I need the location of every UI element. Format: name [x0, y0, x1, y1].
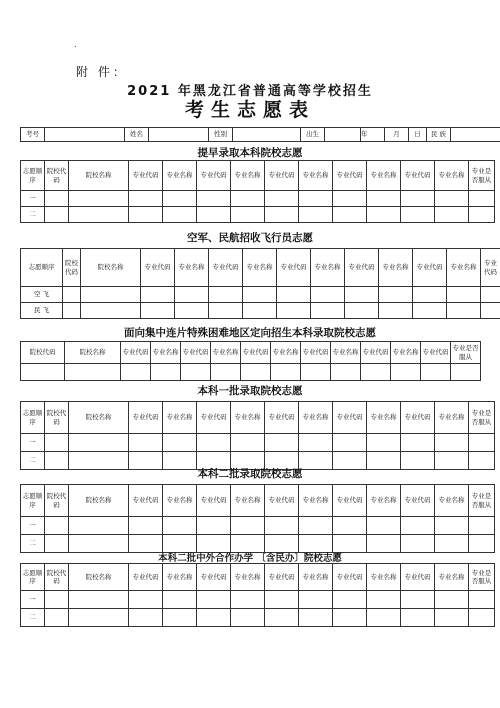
- day-label: 日: [409, 128, 427, 142]
- header-school-name: 院校名称: [69, 564, 129, 591]
- input-cell[interactable]: [265, 434, 299, 452]
- header-school-name: 院校名称: [69, 161, 129, 191]
- input-cell[interactable]: [129, 191, 163, 207]
- header-major-name: 专业名称: [231, 161, 265, 191]
- input-cell[interactable]: [333, 191, 367, 207]
- input-cell[interactable]: [63, 287, 81, 303]
- header-major-name: 专业名称: [163, 161, 197, 191]
- tier-one-table: [20, 401, 495, 470]
- pilot-table: [20, 248, 500, 319]
- input-cell[interactable]: [401, 434, 435, 452]
- header-major-code: 专业代码: [401, 161, 435, 191]
- header-school-code: 院校代码: [45, 161, 69, 191]
- header-major-name: 专业名称: [367, 161, 401, 191]
- input-cell[interactable]: [481, 303, 500, 319]
- exam-no-label: 考号: [21, 128, 45, 142]
- section-tier-one-title: 本科一批录取院校志愿: [197, 385, 303, 397]
- header-major-code: 专业代码: [301, 342, 331, 364]
- header-obey: 专业是否服从: [469, 402, 495, 434]
- input-cell[interactable]: [401, 207, 435, 223]
- input-cell[interactable]: [231, 517, 265, 535]
- header-major-code: 专业代码: [129, 485, 163, 517]
- form-title-line1: 2021 年黑龙江省普通高等学校招生: [127, 84, 373, 99]
- input-cell[interactable]: [367, 517, 401, 535]
- input-cell[interactable]: [367, 207, 401, 223]
- header-major-name: 专业名称: [435, 402, 469, 434]
- row-label-two: 二: [21, 207, 45, 223]
- header-major-name: 专业名称: [231, 564, 265, 591]
- exam-no-field[interactable]: [45, 128, 125, 142]
- input-cell[interactable]: [265, 207, 299, 223]
- input-cell[interactable]: [209, 287, 243, 303]
- input-cell[interactable]: [367, 434, 401, 452]
- input-cell[interactable]: [141, 287, 175, 303]
- input-cell[interactable]: [231, 434, 265, 452]
- header-school-name: 院校名称: [69, 402, 129, 434]
- input-cell[interactable]: [231, 191, 265, 207]
- header-major-name: 专业名称: [435, 485, 469, 517]
- header-major-code: 专业代码: [197, 402, 231, 434]
- header-major-code: 专业代码: [401, 485, 435, 517]
- input-cell[interactable]: [197, 191, 231, 207]
- row-label-one: 一: [21, 517, 45, 535]
- input-cell[interactable]: [401, 191, 435, 207]
- header-major-name: 专业名称: [151, 342, 181, 364]
- input-cell[interactable]: [401, 517, 435, 535]
- input-cell[interactable]: [469, 434, 495, 452]
- header-major-code: 专业代码: [401, 564, 435, 591]
- input-cell[interactable]: [469, 191, 495, 207]
- input-cell[interactable]: [65, 364, 121, 381]
- input-cell[interactable]: [391, 364, 421, 381]
- input-cell[interactable]: [129, 517, 163, 535]
- input-cell[interactable]: [469, 591, 495, 609]
- input-cell[interactable]: [231, 609, 265, 627]
- header-major-name: 专业名称: [163, 402, 197, 434]
- input-cell[interactable]: [231, 207, 265, 223]
- section-early-admission-title: 提早录取本科院校志愿: [197, 147, 303, 159]
- input-cell[interactable]: [69, 434, 129, 452]
- attachment-label: 附 件：: [76, 65, 128, 79]
- input-cell[interactable]: [299, 207, 333, 223]
- input-cell[interactable]: [333, 609, 367, 627]
- input-cell[interactable]: [367, 191, 401, 207]
- input-cell[interactable]: [469, 609, 495, 627]
- input-cell[interactable]: [435, 434, 469, 452]
- special-region-table: [20, 341, 481, 381]
- input-cell[interactable]: [63, 303, 81, 319]
- input-cell[interactable]: [481, 287, 500, 303]
- input-cell[interactable]: [379, 287, 413, 303]
- header-order: 志愿顺序: [21, 249, 63, 287]
- input-cell[interactable]: [151, 364, 181, 381]
- input-cell[interactable]: [299, 609, 333, 627]
- input-cell[interactable]: [447, 287, 481, 303]
- input-cell[interactable]: [197, 609, 231, 627]
- input-cell[interactable]: [141, 303, 175, 319]
- header-major-name: 专业名称: [311, 249, 345, 287]
- header-major-code: 专业代码: [265, 161, 299, 191]
- header-major-code: 专业代码: [345, 249, 379, 287]
- header-major-name: 专业名称: [231, 485, 265, 517]
- input-cell[interactable]: [45, 591, 69, 609]
- input-cell[interactable]: [81, 303, 141, 319]
- input-cell[interactable]: [69, 517, 129, 535]
- name-field[interactable]: [149, 128, 209, 142]
- personal-info-table: [20, 127, 500, 142]
- row-label-one: 一: [21, 191, 45, 207]
- header-school-name: 院校名称: [81, 249, 141, 287]
- input-cell[interactable]: [413, 287, 447, 303]
- section-pilot-title: 空军、民航招收飞行员志愿: [187, 232, 313, 244]
- header-major-code: 专业代码: [401, 402, 435, 434]
- input-cell[interactable]: [401, 591, 435, 609]
- gender-field[interactable]: [233, 128, 301, 142]
- input-cell[interactable]: [69, 591, 129, 609]
- header-school-code: 院校代码: [21, 342, 65, 364]
- page-mark: .: [74, 40, 77, 49]
- header-major-code: 专业代码: [277, 249, 311, 287]
- header-major-code: 专业代码: [333, 161, 367, 191]
- birth-label: 出生: [301, 128, 325, 142]
- input-cell[interactable]: [271, 364, 301, 381]
- header-major-code: 专业代码: [421, 342, 451, 364]
- header-order: 志愿顺序: [21, 564, 45, 591]
- input-cell[interactable]: [299, 434, 333, 452]
- joint-venture-table: [20, 563, 495, 627]
- early-admission-table: [20, 160, 495, 223]
- header-major-code: 专业代码: [129, 564, 163, 591]
- header-major-name: 专业名称: [271, 342, 301, 364]
- row-label-two: 二: [21, 452, 45, 470]
- header-major-code: 专业代码: [141, 249, 175, 287]
- input-cell[interactable]: [469, 517, 495, 535]
- input-cell[interactable]: [265, 191, 299, 207]
- header-major-name: 专业名称: [231, 402, 265, 434]
- row-label-air-force: 空 飞: [21, 287, 63, 303]
- header-major-name: 专业名称: [299, 485, 333, 517]
- input-cell[interactable]: [345, 287, 379, 303]
- header-obey: 专业是否服从: [469, 564, 495, 591]
- header-order: 志愿顺序: [21, 485, 45, 517]
- input-cell[interactable]: [197, 207, 231, 223]
- input-cell[interactable]: [45, 191, 69, 207]
- input-cell[interactable]: [277, 287, 311, 303]
- header-obey: 专业是否服从: [469, 161, 495, 191]
- input-cell[interactable]: [331, 364, 361, 381]
- header-major-name: 专业名称: [435, 161, 469, 191]
- header-major-code: 专业代码: [129, 402, 163, 434]
- header-school-name: 院校名称: [65, 342, 121, 364]
- input-cell[interactable]: [333, 517, 367, 535]
- header-school-code: 院校代码: [45, 485, 69, 517]
- input-cell[interactable]: [45, 609, 69, 627]
- input-cell[interactable]: [435, 591, 469, 609]
- input-cell[interactable]: [367, 609, 401, 627]
- row-label-civil: 民 飞: [21, 303, 63, 319]
- input-cell[interactable]: [345, 303, 379, 319]
- input-cell[interactable]: [243, 287, 277, 303]
- input-cell[interactable]: [435, 207, 469, 223]
- input-cell[interactable]: [45, 517, 69, 535]
- header-major-code: 专业代码: [265, 564, 299, 591]
- gender-label: 性别: [209, 128, 233, 142]
- input-cell[interactable]: [435, 517, 469, 535]
- input-cell[interactable]: [447, 303, 481, 319]
- input-cell[interactable]: [163, 609, 197, 627]
- header-school-name: 院校名称: [69, 485, 129, 517]
- input-cell[interactable]: [129, 609, 163, 627]
- input-cell[interactable]: [121, 364, 151, 381]
- header-major-name: 专业名称: [163, 485, 197, 517]
- header-major-name: 专业名称: [367, 402, 401, 434]
- header-major-code: 专业代码: [209, 249, 243, 287]
- input-cell[interactable]: [69, 207, 129, 223]
- input-cell[interactable]: [163, 434, 197, 452]
- header-major-code: 专业代码: [197, 485, 231, 517]
- ethnicity-field[interactable]: [451, 128, 500, 142]
- input-cell[interactable]: [367, 591, 401, 609]
- header-major-name: 专业名称: [163, 564, 197, 591]
- name-label: 姓名: [125, 128, 149, 142]
- input-cell[interactable]: [299, 517, 333, 535]
- input-cell[interactable]: [163, 591, 197, 609]
- input-cell[interactable]: [265, 609, 299, 627]
- year-label: 年: [361, 128, 385, 142]
- input-cell[interactable]: [435, 191, 469, 207]
- input-cell[interactable]: [361, 364, 391, 381]
- form-title-line2: 考生志愿表: [184, 99, 315, 121]
- header-major-code: 专业代码: [121, 342, 151, 364]
- input-cell[interactable]: [45, 207, 69, 223]
- header-major-name: 专业名称: [299, 161, 333, 191]
- header-obey: 专业是否服从: [469, 485, 495, 517]
- input-cell[interactable]: [231, 591, 265, 609]
- input-cell[interactable]: [265, 517, 299, 535]
- header-major-code: 专业代码: [197, 564, 231, 591]
- input-cell[interactable]: [299, 191, 333, 207]
- header-major-code: 专业代码: [197, 161, 231, 191]
- header-major-name: 专业名称: [367, 485, 401, 517]
- section-joint-venture-title: 本科二批中外合作办学 〔含民办〕院校志愿: [158, 553, 342, 564]
- header-major-name: 专业名称: [211, 342, 241, 364]
- header-major-code: 专业代码: [241, 342, 271, 364]
- header-obey: 专业是否服从: [451, 342, 481, 364]
- input-cell[interactable]: [451, 364, 481, 381]
- input-cell[interactable]: [197, 434, 231, 452]
- input-cell[interactable]: [69, 609, 129, 627]
- section-tier-two-title: 本科二批录取院校志愿: [197, 468, 303, 480]
- input-cell[interactable]: [45, 434, 69, 452]
- input-cell[interactable]: [301, 364, 331, 381]
- header-major-code: 专业代码: [265, 402, 299, 434]
- input-cell[interactable]: [333, 434, 367, 452]
- header-major-name: 专业名称: [391, 342, 421, 364]
- input-cell[interactable]: [211, 364, 241, 381]
- section-special-region-title: 面向集中连片特殊困难地区定向招生本科录取院校志愿: [124, 327, 376, 339]
- input-cell[interactable]: [299, 591, 333, 609]
- header-major-code: 专业代码: [129, 161, 163, 191]
- input-cell[interactable]: [435, 609, 469, 627]
- input-cell[interactable]: [163, 517, 197, 535]
- input-cell[interactable]: [421, 364, 451, 381]
- header-major-name: 专业名称: [331, 342, 361, 364]
- month-label: 月: [385, 128, 409, 142]
- input-cell[interactable]: [401, 609, 435, 627]
- header-major-code: 专业代码: [333, 564, 367, 591]
- ethnicity-label: 民 族: [427, 128, 451, 142]
- header-major-name: 专业名称: [243, 249, 277, 287]
- row-label-one: 一: [21, 434, 45, 452]
- input-cell[interactable]: [209, 303, 243, 319]
- header-major-code: 专业代码: [333, 485, 367, 517]
- header-major-name: 专业名称: [299, 402, 333, 434]
- header-major-code: 专业代码: [333, 402, 367, 434]
- header-major-name: 专业名称: [379, 249, 413, 287]
- input-cell[interactable]: [175, 287, 209, 303]
- header-major-code: 专业代码: [481, 249, 500, 287]
- row-label-two: 二: [21, 535, 45, 553]
- input-cell[interactable]: [277, 303, 311, 319]
- header-school-code: 院校代码: [45, 564, 69, 591]
- header-school-code: 院校代码: [63, 249, 81, 287]
- input-cell[interactable]: [241, 364, 271, 381]
- input-cell[interactable]: [129, 207, 163, 223]
- input-cell[interactable]: [163, 191, 197, 207]
- input-cell[interactable]: [265, 591, 299, 609]
- header-major-code: 专业代码: [265, 485, 299, 517]
- tier-two-table: [20, 484, 495, 553]
- input-cell[interactable]: [413, 303, 447, 319]
- input-cell[interactable]: [129, 434, 163, 452]
- input-cell[interactable]: [69, 191, 129, 207]
- header-school-code: 院校代码: [45, 402, 69, 434]
- header-major-code: 专业代码: [413, 249, 447, 287]
- input-cell[interactable]: [469, 207, 495, 223]
- header-major-name: 专业名称: [435, 564, 469, 591]
- input-cell[interactable]: [333, 207, 367, 223]
- input-cell[interactable]: [311, 287, 345, 303]
- header-order: 志愿顺序: [21, 161, 45, 191]
- row-label-two: 二: [21, 609, 45, 627]
- input-cell[interactable]: [181, 364, 211, 381]
- input-cell[interactable]: [21, 364, 65, 381]
- input-cell[interactable]: [129, 591, 163, 609]
- input-cell[interactable]: [333, 591, 367, 609]
- header-major-name: 专业名称: [299, 564, 333, 591]
- input-cell[interactable]: [197, 517, 231, 535]
- input-cell[interactable]: [311, 303, 345, 319]
- input-cell[interactable]: [379, 303, 413, 319]
- input-cell[interactable]: [81, 287, 141, 303]
- input-cell[interactable]: [175, 303, 209, 319]
- input-cell[interactable]: [163, 207, 197, 223]
- header-major-name: 专业名称: [175, 249, 209, 287]
- header-major-name: 专业名称: [367, 564, 401, 591]
- row-label-one: 一: [21, 591, 45, 609]
- header-major-name: 专业名称: [447, 249, 481, 287]
- header-major-code: 专业代码: [181, 342, 211, 364]
- input-cell[interactable]: [197, 591, 231, 609]
- birth-year-field[interactable]: [325, 128, 361, 142]
- input-cell[interactable]: [243, 303, 277, 319]
- header-major-code: 专业代码: [361, 342, 391, 364]
- header-order: 志愿顺序: [21, 402, 45, 434]
